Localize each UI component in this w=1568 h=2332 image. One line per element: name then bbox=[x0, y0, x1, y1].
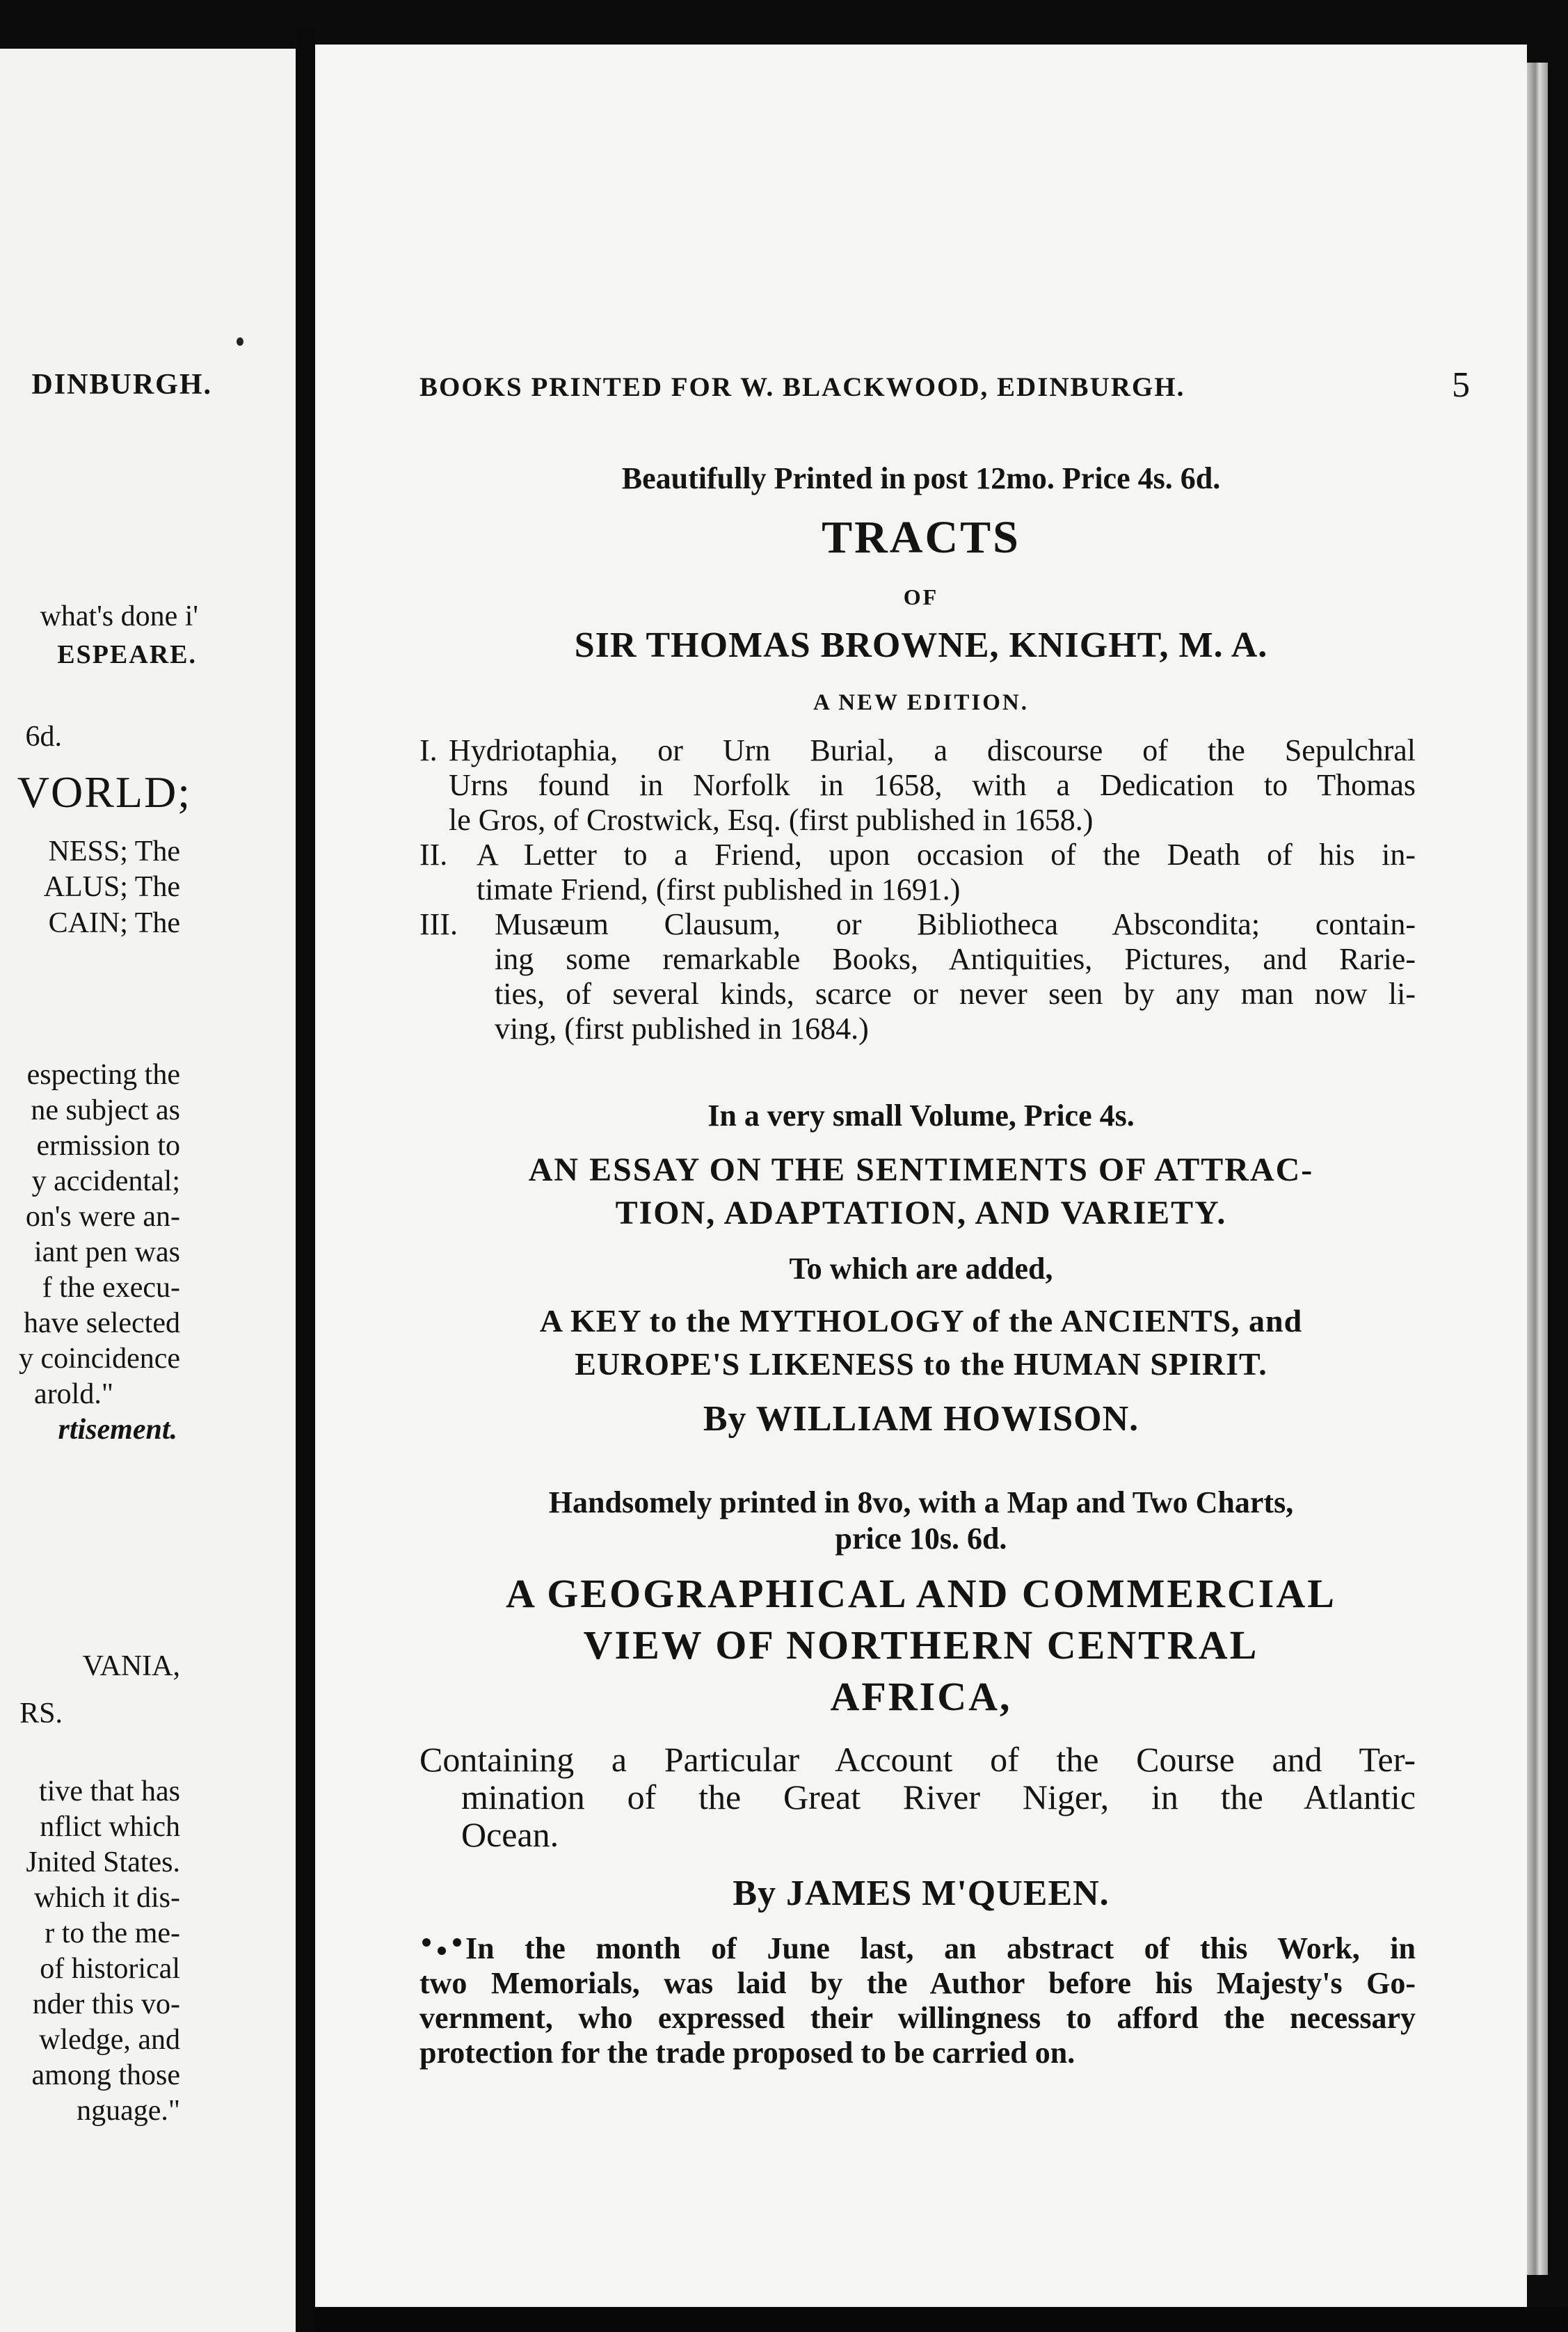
left-page-fragment bbox=[0, 49, 296, 2332]
left-line: nflict which bbox=[40, 1811, 180, 1843]
tract-line: Hydriotaphia, or Urn Burial, a discourse of the Sepulchral bbox=[449, 733, 1416, 767]
geo-note-text: In the month of June last, an abstract of this Work, in bbox=[465, 1931, 1416, 1965]
page-edge bbox=[1527, 63, 1548, 2275]
geo-subtitle-line: Ocean. bbox=[461, 1815, 559, 1854]
left-line: on's were an- bbox=[25, 1201, 180, 1233]
essay-title-line: TION, ADAPTATION, AND VARIETY. bbox=[615, 1195, 1227, 1231]
essay-title-line: AN ESSAY ON THE SENTIMENTS OF ATTRAC- bbox=[528, 1151, 1314, 1188]
tract-line: A Letter to a Friend, upon occasion of the Death of his in- bbox=[477, 838, 1416, 872]
tracts-title: TRACTS bbox=[822, 512, 1021, 563]
left-line: r to the me- bbox=[45, 1917, 180, 1949]
left-line: ALUS; The bbox=[43, 871, 180, 903]
left-line: have selected bbox=[23, 1307, 180, 1339]
tracts-edition: A NEW EDITION. bbox=[813, 690, 1030, 715]
tract-line: Musæum Clausum, or Bibliotheca Abscondita; contain- bbox=[495, 907, 1416, 941]
left-line: what's done i' bbox=[40, 600, 198, 632]
geo-format-line: price 10s. 6d. bbox=[835, 1522, 1007, 1556]
geo-title-line: A GEOGRAPHICAL AND COMMERCIAL bbox=[506, 1571, 1336, 1616]
tract-numeral: II. bbox=[419, 838, 448, 872]
left-line: arold." bbox=[34, 1378, 113, 1410]
geo-subtitle-line: Containing a Particular Account of the Course and Ter- bbox=[419, 1740, 1416, 1779]
left-line: 6d. bbox=[25, 721, 62, 753]
left-line: DINBURGH. bbox=[31, 369, 212, 401]
left-line: NESS; The bbox=[48, 836, 180, 868]
geo-subtitle bbox=[419, 1741, 1416, 1853]
tract-line: ing some remarkable Books, Antiquities, Pictures, and Rarie- bbox=[495, 942, 1416, 976]
tract-line: ties, of several kinds, scarce or never seen by any man now li- bbox=[495, 977, 1416, 1011]
geo-note-line: two Memorials, was laid by the Author before his Majesty's Go- bbox=[419, 1966, 1416, 2000]
essay-added: To which are added, bbox=[789, 1252, 1053, 1286]
left-line: CAIN; The bbox=[48, 907, 180, 939]
left-line: y accidental; bbox=[31, 1165, 180, 1197]
left-line: y coincidence bbox=[18, 1343, 180, 1375]
tract-item-3 bbox=[419, 907, 1416, 1046]
left-line: wledge, and bbox=[39, 2024, 180, 2056]
tract-numeral: III. bbox=[419, 907, 458, 941]
left-line: nder this vo- bbox=[32, 1988, 180, 2020]
tract-line: ving, (first published in 1684.) bbox=[495, 1012, 869, 1046]
tracts-of: OF bbox=[903, 584, 939, 609]
book-gutter bbox=[296, 28, 315, 2332]
left-line: ESPEARE. bbox=[57, 640, 197, 669]
left-line: tive that has bbox=[39, 1775, 180, 1807]
tracts-author: SIR THOMAS BROWNE, KNIGHT, M. A. bbox=[574, 625, 1268, 665]
tract-line: le Gros, of Crostwick, Esq. (first published in 1658.) bbox=[449, 803, 1094, 837]
page-number: 5 bbox=[1452, 365, 1471, 405]
tract-item-1 bbox=[419, 733, 1416, 838]
tract-line: Urns found in Norfolk in 1658, with a Dedication to Thomas bbox=[449, 768, 1416, 802]
left-line: ne subject as bbox=[31, 1094, 180, 1126]
geo-author: By JAMES M'QUEEN. bbox=[733, 1874, 1110, 1913]
left-line: rtisement. bbox=[58, 1414, 177, 1446]
tract-line: timate Friend, (first published in 1691.) bbox=[477, 872, 961, 907]
tracts-format: Beautifully Printed in post 12mo. Price 4s. 6d. bbox=[621, 461, 1221, 495]
tract-numeral: I. bbox=[419, 733, 438, 767]
left-line: iant pen was bbox=[34, 1236, 180, 1268]
left-line: among those bbox=[31, 2059, 180, 2091]
geo-title-line: VIEW OF NORTHERN CENTRAL bbox=[583, 1622, 1259, 1668]
geo-title-line: AFRICA, bbox=[830, 1674, 1012, 1719]
running-header bbox=[419, 365, 1471, 405]
left-line: RS. bbox=[19, 1698, 63, 1730]
left-line: VANIA, bbox=[82, 1650, 180, 1682]
asterism-icon bbox=[419, 1937, 468, 1958]
left-line: of historical bbox=[40, 1953, 180, 1985]
geo-note-line: vernment, who expressed their willingness to afford the necessary bbox=[419, 2001, 1416, 2035]
geo-note-line bbox=[419, 1931, 1416, 1966]
left-line: Jnited States. bbox=[26, 1846, 180, 1878]
left-line: which it dis- bbox=[34, 1882, 180, 1914]
essay-author: By WILLIAM HOWISON. bbox=[703, 1399, 1139, 1439]
tract-item-2 bbox=[419, 838, 1416, 907]
essay-format: In a very small Volume, Price 4s. bbox=[707, 1099, 1135, 1133]
header-title: BOOKS PRINTED FOR W. BLACKWOOD, EDINBURGH. bbox=[419, 372, 1185, 402]
left-line: f the execu- bbox=[42, 1272, 180, 1304]
geo-note bbox=[419, 1931, 1416, 2070]
essay-key-line: A KEY to the MYTHOLOGY of the ANCIENTS, and bbox=[539, 1303, 1303, 1339]
right-page bbox=[315, 45, 1527, 2307]
bottom-shadow bbox=[315, 2307, 1567, 2332]
left-line: nguage." bbox=[77, 2095, 180, 2127]
geo-note-line: protection for the trade proposed to be carried on. bbox=[419, 2036, 1075, 2070]
essay-key-line: EUROPE'S LIKENESS to the HUMAN SPIRIT. bbox=[575, 1346, 1267, 1382]
left-line: especting the bbox=[26, 1059, 180, 1091]
geo-format-line: Handsomely printed in 8vo, with a Map and Two Charts, bbox=[548, 1485, 1294, 1519]
geo-subtitle-line: mination of the Great River Niger, in the Atlantic bbox=[461, 1778, 1416, 1816]
ink-dot bbox=[237, 337, 243, 346]
left-line: ermission to bbox=[36, 1130, 180, 1162]
left-line: VORLD; bbox=[17, 767, 191, 817]
